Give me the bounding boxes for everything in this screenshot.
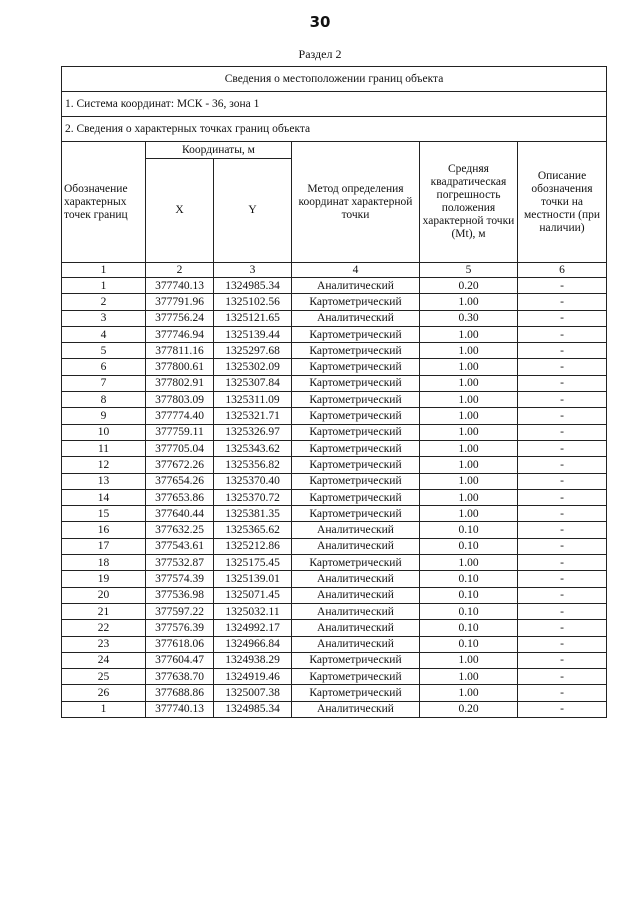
table-row bbox=[62, 408, 607, 424]
point-number-cell: 23 bbox=[62, 636, 146, 652]
point-number-cell: 6 bbox=[62, 359, 146, 375]
table-row bbox=[62, 603, 607, 619]
x-coordinate-cell: 377532.87 bbox=[146, 555, 214, 571]
method-cell: Картометрический bbox=[292, 506, 420, 522]
description-cell: - bbox=[518, 457, 607, 473]
table-row bbox=[62, 620, 607, 636]
table-row bbox=[62, 652, 607, 668]
description-cell: - bbox=[518, 669, 607, 685]
description-cell: - bbox=[518, 408, 607, 424]
method-cell: Картометрический bbox=[292, 652, 420, 668]
accuracy-cell: 1.00 bbox=[420, 652, 518, 668]
column-number: 1 bbox=[62, 263, 146, 278]
description-cell: - bbox=[518, 489, 607, 505]
points-heading: 2. Сведения о характерных точках границ объекта bbox=[62, 117, 607, 142]
method-cell: Картометрический bbox=[292, 473, 420, 489]
accuracy-cell: 1.00 bbox=[420, 473, 518, 489]
x-coordinate-cell: 377654.26 bbox=[146, 473, 214, 489]
y-coordinate-cell: 1325121.65 bbox=[214, 310, 292, 326]
x-coordinate-cell: 377803.09 bbox=[146, 392, 214, 408]
point-number-cell: 18 bbox=[62, 555, 146, 571]
description-cell: - bbox=[518, 359, 607, 375]
point-number-cell: 22 bbox=[62, 620, 146, 636]
point-number-cell: 19 bbox=[62, 571, 146, 587]
accuracy-cell: 0.10 bbox=[420, 620, 518, 636]
description-cell: - bbox=[518, 392, 607, 408]
accuracy-cell: 1.00 bbox=[420, 326, 518, 342]
description-cell: - bbox=[518, 652, 607, 668]
table-row bbox=[62, 555, 607, 571]
method-cell: Картометрический bbox=[292, 555, 420, 571]
y-coordinate-cell: 1325370.72 bbox=[214, 489, 292, 505]
point-number-cell: 12 bbox=[62, 457, 146, 473]
table-row bbox=[62, 669, 607, 685]
method-cell: Аналитический bbox=[292, 587, 420, 603]
x-coordinate-cell: 377756.24 bbox=[146, 310, 214, 326]
description-cell: - bbox=[518, 473, 607, 489]
x-coordinate-cell: 377543.61 bbox=[146, 538, 214, 554]
method-cell: Аналитический bbox=[292, 636, 420, 652]
description-cell: - bbox=[518, 375, 607, 391]
method-cell: Аналитический bbox=[292, 571, 420, 587]
description-cell: - bbox=[518, 701, 607, 717]
method-cell: Картометрический bbox=[292, 326, 420, 342]
accuracy-cell: 1.00 bbox=[420, 555, 518, 571]
description-cell: - bbox=[518, 685, 607, 701]
method-cell: Картометрический bbox=[292, 343, 420, 359]
accuracy-cell: 0.10 bbox=[420, 603, 518, 619]
y-coordinate-cell: 1325071.45 bbox=[214, 587, 292, 603]
accuracy-cell: 0.10 bbox=[420, 587, 518, 603]
header-point-designation: Обозначение характерных точек границ bbox=[62, 142, 146, 263]
x-coordinate-cell: 377740.13 bbox=[146, 278, 214, 294]
point-number-cell: 17 bbox=[62, 538, 146, 554]
point-number-cell: 10 bbox=[62, 424, 146, 440]
point-number-cell: 16 bbox=[62, 522, 146, 538]
method-cell: Картометрический bbox=[292, 359, 420, 375]
table-row bbox=[62, 522, 607, 538]
point-number-cell: 21 bbox=[62, 603, 146, 619]
x-coordinate-cell: 377791.96 bbox=[146, 294, 214, 310]
accuracy-cell: 0.10 bbox=[420, 571, 518, 587]
y-coordinate-cell: 1325356.82 bbox=[214, 457, 292, 473]
method-cell: Картометрический bbox=[292, 392, 420, 408]
x-coordinate-cell: 377640.44 bbox=[146, 506, 214, 522]
header-y: Y bbox=[214, 159, 292, 263]
accuracy-cell: 1.00 bbox=[420, 506, 518, 522]
method-cell: Аналитический bbox=[292, 538, 420, 554]
point-number-cell: 4 bbox=[62, 326, 146, 342]
accuracy-cell: 1.00 bbox=[420, 457, 518, 473]
point-number-cell: 1 bbox=[62, 701, 146, 717]
table-row bbox=[62, 636, 607, 652]
point-number-cell: 8 bbox=[62, 392, 146, 408]
method-cell: Картометрический bbox=[292, 457, 420, 473]
y-coordinate-cell: 1325307.84 bbox=[214, 375, 292, 391]
x-coordinate-cell: 377672.26 bbox=[146, 457, 214, 473]
method-cell: Аналитический bbox=[292, 620, 420, 636]
x-coordinate-cell: 377618.06 bbox=[146, 636, 214, 652]
column-number: 4 bbox=[292, 263, 420, 278]
method-cell: Картометрический bbox=[292, 408, 420, 424]
table-row bbox=[62, 538, 607, 554]
column-number: 2 bbox=[146, 263, 214, 278]
y-coordinate-cell: 1325032.11 bbox=[214, 603, 292, 619]
point-number-cell: 14 bbox=[62, 489, 146, 505]
description-cell: - bbox=[518, 310, 607, 326]
y-coordinate-cell: 1325139.44 bbox=[214, 326, 292, 342]
table-row bbox=[62, 701, 607, 717]
column-number: 5 bbox=[420, 263, 518, 278]
table-row bbox=[62, 685, 607, 701]
description-cell: - bbox=[518, 326, 607, 342]
page-number: 30 bbox=[309, 13, 331, 31]
description-cell: - bbox=[518, 424, 607, 440]
x-coordinate-cell: 377800.61 bbox=[146, 359, 214, 375]
description-cell: - bbox=[518, 522, 607, 538]
point-number-cell: 20 bbox=[62, 587, 146, 603]
table-row bbox=[62, 375, 607, 391]
method-cell: Картометрический bbox=[292, 294, 420, 310]
description-cell: - bbox=[518, 506, 607, 522]
method-cell: Картометрический bbox=[292, 669, 420, 685]
y-coordinate-cell: 1324966.84 bbox=[214, 636, 292, 652]
x-coordinate-cell: 377632.25 bbox=[146, 522, 214, 538]
accuracy-cell: 1.00 bbox=[420, 440, 518, 456]
table-row bbox=[62, 343, 607, 359]
accuracy-cell: 1.00 bbox=[420, 294, 518, 310]
x-coordinate-cell: 377802.91 bbox=[146, 375, 214, 391]
description-cell: - bbox=[518, 278, 607, 294]
x-coordinate-cell: 377597.22 bbox=[146, 603, 214, 619]
x-coordinate-cell: 377574.39 bbox=[146, 571, 214, 587]
table-row bbox=[62, 310, 607, 326]
table-row bbox=[62, 359, 607, 375]
y-coordinate-cell: 1325365.62 bbox=[214, 522, 292, 538]
method-cell: Аналитический bbox=[292, 310, 420, 326]
point-number-cell: 25 bbox=[62, 669, 146, 685]
accuracy-cell: 1.00 bbox=[420, 424, 518, 440]
accuracy-cell: 0.20 bbox=[420, 278, 518, 294]
y-coordinate-cell: 1325007.38 bbox=[214, 685, 292, 701]
y-coordinate-cell: 1325321.71 bbox=[214, 408, 292, 424]
accuracy-cell: 0.30 bbox=[420, 310, 518, 326]
y-coordinate-cell: 1325370.40 bbox=[214, 473, 292, 489]
y-coordinate-cell: 1325139.01 bbox=[214, 571, 292, 587]
coordinate-system: 1. Система координат: МСК - 36, зона 1 bbox=[62, 92, 607, 117]
y-coordinate-cell: 1324985.34 bbox=[214, 278, 292, 294]
method-cell: Аналитический bbox=[292, 603, 420, 619]
x-coordinate-cell: 377759.11 bbox=[146, 424, 214, 440]
x-coordinate-cell: 377604.47 bbox=[146, 652, 214, 668]
description-cell: - bbox=[518, 620, 607, 636]
column-number: 6 bbox=[518, 263, 607, 278]
description-cell: - bbox=[518, 440, 607, 456]
point-number-cell: 2 bbox=[62, 294, 146, 310]
point-number-cell: 11 bbox=[62, 440, 146, 456]
x-coordinate-cell: 377740.13 bbox=[146, 701, 214, 717]
point-number-cell: 3 bbox=[62, 310, 146, 326]
table-title: Сведения о местоположении границ объекта bbox=[62, 67, 607, 92]
method-cell: Картометрический bbox=[292, 424, 420, 440]
description-cell: - bbox=[518, 587, 607, 603]
point-number-cell: 7 bbox=[62, 375, 146, 391]
table-row bbox=[62, 326, 607, 342]
table-row bbox=[62, 571, 607, 587]
description-cell: - bbox=[518, 294, 607, 310]
description-cell: - bbox=[518, 343, 607, 359]
accuracy-cell: 0.10 bbox=[420, 522, 518, 538]
table-row bbox=[62, 392, 607, 408]
header-method: Метод определения координат характерной точки bbox=[292, 142, 420, 263]
y-coordinate-cell: 1325212.86 bbox=[214, 538, 292, 554]
method-cell: Аналитический bbox=[292, 278, 420, 294]
accuracy-cell: 0.10 bbox=[420, 538, 518, 554]
header-coordinates: Координаты, м bbox=[146, 142, 292, 159]
x-coordinate-cell: 377705.04 bbox=[146, 440, 214, 456]
accuracy-cell: 1.00 bbox=[420, 685, 518, 701]
description-cell: - bbox=[518, 571, 607, 587]
description-cell: - bbox=[518, 538, 607, 554]
header-x: X bbox=[146, 159, 214, 263]
accuracy-cell: 1.00 bbox=[420, 359, 518, 375]
point-number-cell: 24 bbox=[62, 652, 146, 668]
y-coordinate-cell: 1325326.97 bbox=[214, 424, 292, 440]
table-row bbox=[62, 473, 607, 489]
boundary-points-table bbox=[61, 66, 607, 718]
method-cell: Картометрический bbox=[292, 440, 420, 456]
method-cell: Картометрический bbox=[292, 375, 420, 391]
column-numbers-row bbox=[62, 263, 607, 278]
column-number: 3 bbox=[214, 263, 292, 278]
header-description: Описание обозначения точки на местности (при наличии) bbox=[518, 142, 607, 263]
point-number-cell: 1 bbox=[62, 278, 146, 294]
table-row bbox=[62, 489, 607, 505]
point-number-cell: 5 bbox=[62, 343, 146, 359]
accuracy-cell: 1.00 bbox=[420, 489, 518, 505]
method-cell: Аналитический bbox=[292, 701, 420, 717]
y-coordinate-cell: 1325302.09 bbox=[214, 359, 292, 375]
y-coordinate-cell: 1325102.56 bbox=[214, 294, 292, 310]
x-coordinate-cell: 377638.70 bbox=[146, 669, 214, 685]
accuracy-cell: 1.00 bbox=[420, 408, 518, 424]
table-row bbox=[62, 278, 607, 294]
point-number-cell: 9 bbox=[62, 408, 146, 424]
table-row bbox=[62, 587, 607, 603]
x-coordinate-cell: 377688.86 bbox=[146, 685, 214, 701]
y-coordinate-cell: 1325175.45 bbox=[214, 555, 292, 571]
method-cell: Картометрический bbox=[292, 489, 420, 505]
y-coordinate-cell: 1324938.29 bbox=[214, 652, 292, 668]
y-coordinate-cell: 1325381.35 bbox=[214, 506, 292, 522]
header-accuracy: Средняя квадратическая погрешность положения характерной точки (Mt), м bbox=[420, 142, 518, 263]
x-coordinate-cell: 377774.40 bbox=[146, 408, 214, 424]
point-number-cell: 15 bbox=[62, 506, 146, 522]
accuracy-cell: 1.00 bbox=[420, 392, 518, 408]
accuracy-cell: 1.00 bbox=[420, 375, 518, 391]
y-coordinate-cell: 1325311.09 bbox=[214, 392, 292, 408]
section-title: Раздел 2 bbox=[298, 47, 342, 61]
y-coordinate-cell: 1324992.17 bbox=[214, 620, 292, 636]
y-coordinate-cell: 1325343.62 bbox=[214, 440, 292, 456]
table-row bbox=[62, 440, 607, 456]
x-coordinate-cell: 377653.86 bbox=[146, 489, 214, 505]
method-cell: Картометрический bbox=[292, 685, 420, 701]
description-cell: - bbox=[518, 636, 607, 652]
accuracy-cell: 0.10 bbox=[420, 636, 518, 652]
x-coordinate-cell: 377811.16 bbox=[146, 343, 214, 359]
accuracy-cell: 1.00 bbox=[420, 669, 518, 685]
y-coordinate-cell: 1325297.68 bbox=[214, 343, 292, 359]
y-coordinate-cell: 1324919.46 bbox=[214, 669, 292, 685]
x-coordinate-cell: 377746.94 bbox=[146, 326, 214, 342]
table-row bbox=[62, 457, 607, 473]
description-cell: - bbox=[518, 555, 607, 571]
description-cell: - bbox=[518, 603, 607, 619]
accuracy-cell: 0.20 bbox=[420, 701, 518, 717]
point-number-cell: 13 bbox=[62, 473, 146, 489]
y-coordinate-cell: 1324985.34 bbox=[214, 701, 292, 717]
point-number-cell: 26 bbox=[62, 685, 146, 701]
table-row bbox=[62, 424, 607, 440]
accuracy-cell: 1.00 bbox=[420, 343, 518, 359]
table-row bbox=[62, 506, 607, 522]
method-cell: Аналитический bbox=[292, 522, 420, 538]
x-coordinate-cell: 377536.98 bbox=[146, 587, 214, 603]
x-coordinate-cell: 377576.39 bbox=[146, 620, 214, 636]
table-row bbox=[62, 294, 607, 310]
